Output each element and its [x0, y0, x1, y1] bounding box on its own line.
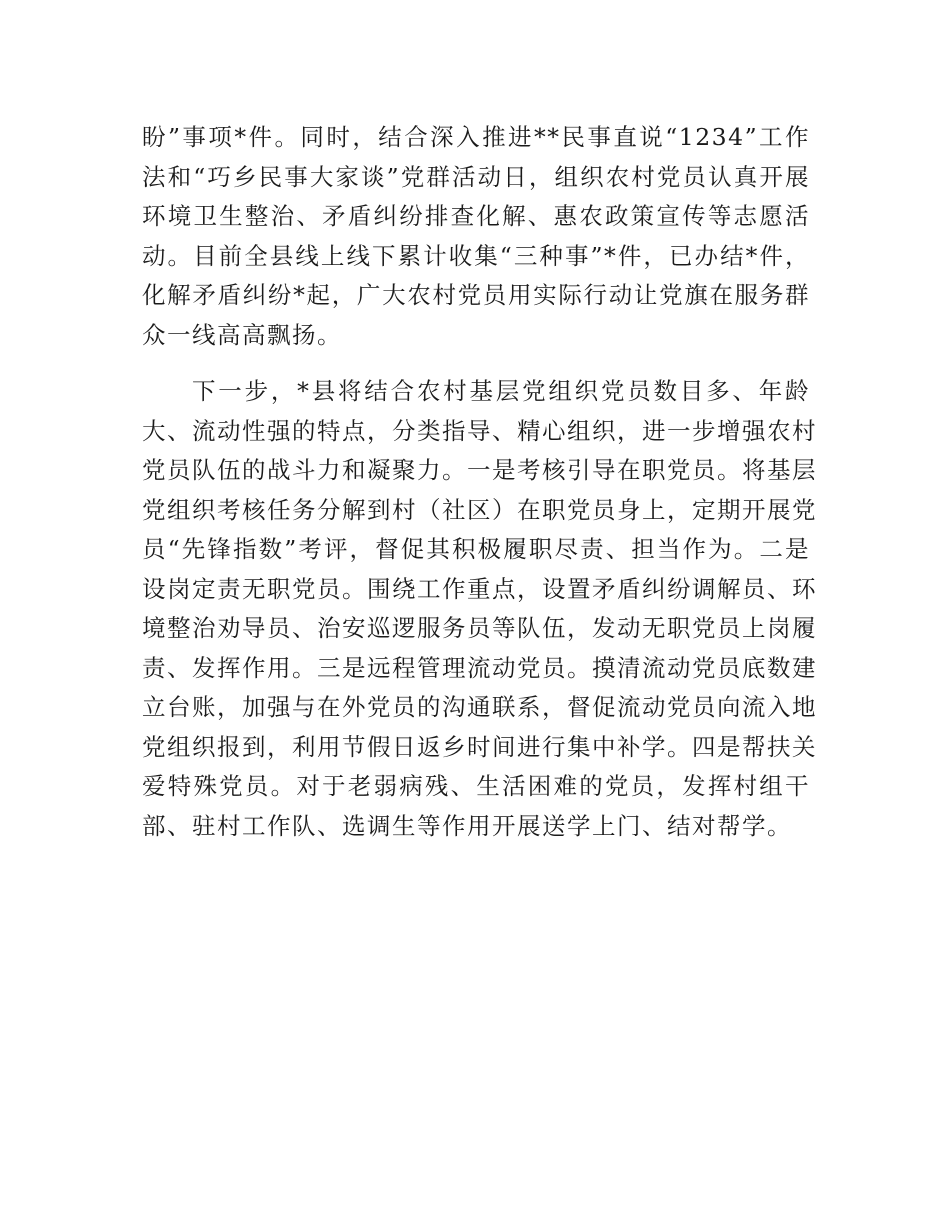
- text-line: 员“先锋指数”考评，督促其积极履职尽责、担当作为。二是: [142, 535, 810, 563]
- paragraph-1: [142, 118, 810, 355]
- text-line: 大、流动性强的特点，分类指导、精心组织，进一步增强农村: [142, 416, 817, 445]
- text-line: 爱特殊党员。对于老弱病残、生活困难的党员，发挥村组干: [142, 772, 810, 800]
- text-line: 设岗定责无职党员。围绕工作重点，设置矛盾纠纷调解员、环: [142, 574, 817, 603]
- text-line: 法和“巧乡民事大家谈”党群活动日，组织农村党员认真开展: [142, 162, 810, 191]
- text-line: 责、发挥作用。三是远程管理流动党员。摸清流动党员底数建: [142, 653, 817, 682]
- paragraph-gap: [142, 355, 810, 372]
- text-line: 众一线高高飘扬。: [142, 320, 342, 349]
- text-line: 环境卫生整治、矛盾纠纷排查化解、惠农政策宣传等志愿活: [142, 202, 810, 230]
- text-line: 境整治劝导员、治安巡逻服务员等队伍，发动无职党员上岗履: [142, 614, 817, 642]
- text-line: 部、驻村工作队、选调生等作用开展送学上门、结对帮学。: [142, 811, 792, 840]
- text-line: 化解矛盾纠纷*起，广大农村党员用实际行动让党旗在服务群: [142, 281, 810, 309]
- text-line: 盼”事项*件。同时，结合深入推进**民事直说“1234”工作: [142, 123, 810, 151]
- text-line: 动。目前全县线上线下累计收集“三种事”*件，已办结*件，: [142, 241, 810, 270]
- text-line: 党组织考核任务分解到村（社区）在职党员身上，定期开展党: [142, 495, 817, 524]
- paragraph-2: [142, 372, 817, 846]
- text-line: 立台账，加强与在外党员的沟通联系，督促流动党员向流入地: [142, 693, 817, 721]
- text-line: 下一步，*县将结合农村基层党组织党员数目多、年龄: [192, 377, 810, 405]
- text-line: 党组织报到，利用节假日返乡时间进行集中补学。四是帮扶关: [142, 732, 817, 761]
- text-line: 党员队伍的战斗力和凝聚力。一是考核引导在职党员。将基层: [142, 456, 817, 484]
- document-body: [142, 118, 817, 846]
